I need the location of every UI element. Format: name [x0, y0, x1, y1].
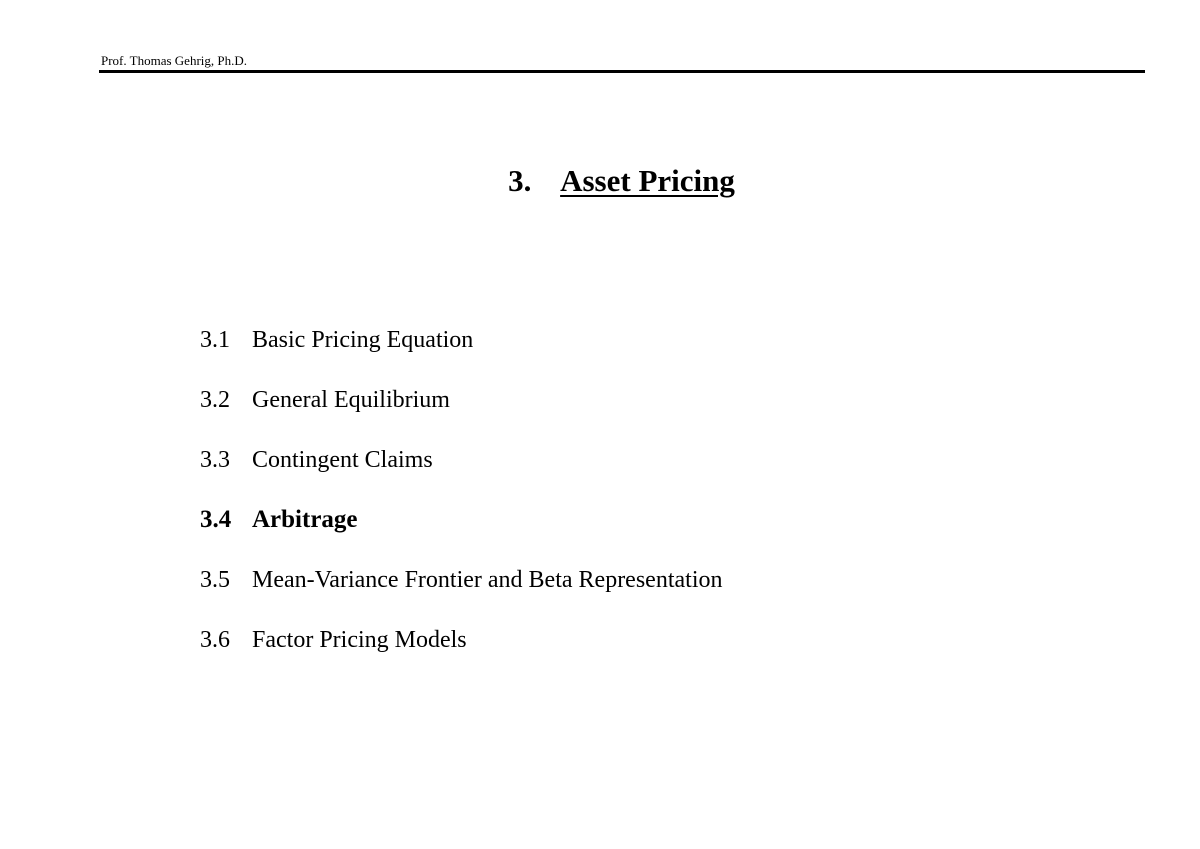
toc-item-label: Contingent Claims	[252, 447, 433, 473]
table-of-contents	[200, 322, 722, 682]
chapter-number: 3.	[508, 163, 532, 198]
toc-item-label: Basic Pricing Equation	[252, 327, 474, 353]
toc-item-number: 3.6	[200, 627, 230, 653]
toc-item-label: Mean-Variance Frontier and Beta Representation	[252, 567, 723, 593]
toc-item-label: General Equilibrium	[252, 387, 450, 413]
toc-item-arbitrage-current	[200, 502, 722, 562]
toc-item-number: 3.3	[200, 447, 230, 473]
header-rule	[99, 70, 1145, 73]
toc-item-basic-pricing-equation	[200, 322, 722, 382]
toc-item-number: 3.4	[200, 506, 232, 533]
toc-item-label: Arbitrage	[252, 506, 358, 533]
chapter-title	[0, 162, 1200, 200]
toc-item-general-equilibrium	[200, 382, 722, 442]
toc-item-number: 3.5	[200, 567, 230, 593]
toc-item-number: 3.2	[200, 387, 230, 413]
toc-item-label: Factor Pricing Models	[252, 627, 467, 653]
author-header: Prof. Thomas Gehrig, Ph.D.	[101, 53, 248, 68]
toc-item-mean-variance-frontier	[200, 562, 722, 622]
chapter-title-text: Asset Pricing	[560, 163, 735, 198]
toc-item-factor-pricing-models	[200, 622, 722, 682]
toc-item-contingent-claims	[200, 442, 722, 502]
toc-item-number: 3.1	[200, 327, 230, 353]
